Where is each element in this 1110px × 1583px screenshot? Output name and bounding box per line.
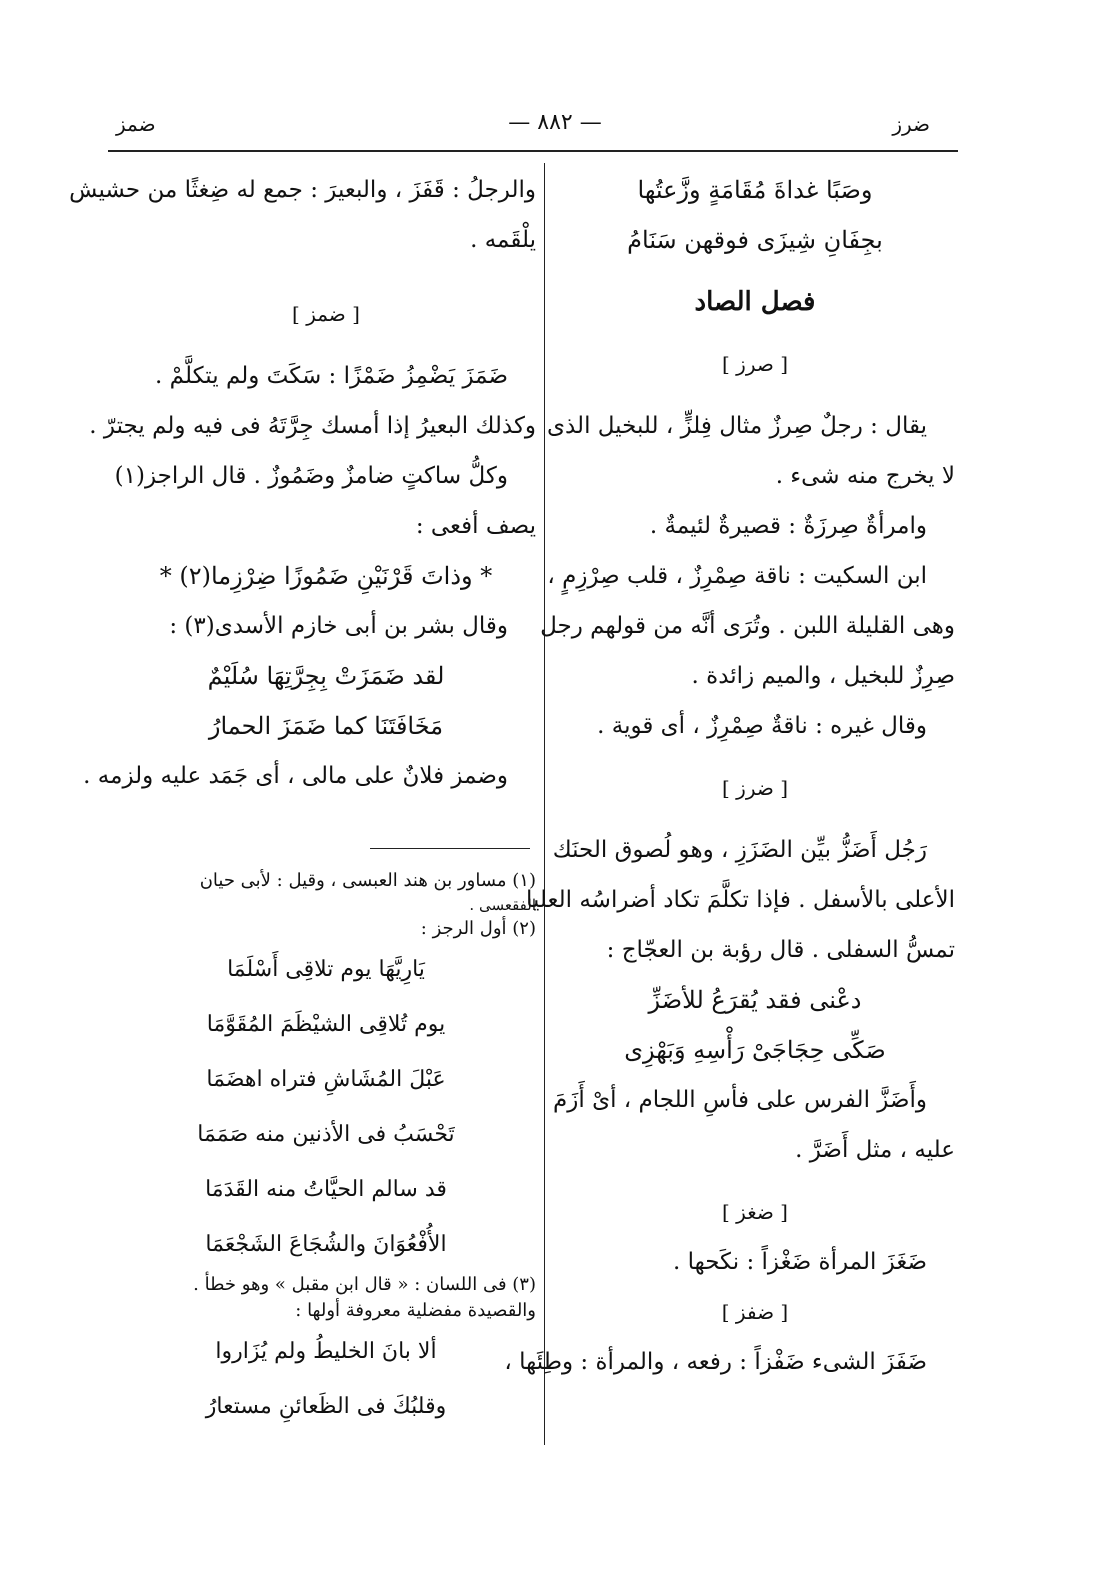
verse-line: بجِفَانِ شِيزَى فوقهن سَنَامُ xyxy=(627,226,883,254)
text-line: ابن السكيت : ناقة صِمْرِزٌ ، قلب صِرْزِمٍ ، xyxy=(547,563,927,589)
text-line: وقال بشر بن أبى خازم الأسدى(٣) : xyxy=(169,613,508,639)
text-line: عليه ، مثل أَضَرَّ . xyxy=(795,1137,955,1163)
footnote-verse: يَارِيَّهَا يوم تلاقِى أَسْلَمَا xyxy=(227,957,425,982)
verse-line: * وذاتَ قَرْنَيْنِ ضَمُوزًا ضِرْزِما(٢) * xyxy=(159,562,493,590)
text-line: وضمز فلانٌ على مالى ، أى جَمَد عليه ولزمه . xyxy=(83,763,508,789)
text-line: ضَغَزَ المرأة ضَغْزاً : نكَحها . xyxy=(672,1249,927,1275)
entry-heading: [ ضمز ] xyxy=(292,302,360,326)
text-line: يقال : رجلٌ صِرزٌ مثال فِلزٍّ ، للبخيل الذى xyxy=(546,413,927,439)
footnote-verse: تَحْسَبُ فى الأذنين منه صَمَمَا xyxy=(197,1122,455,1147)
text-line: صِرِزٌ للبخيل ، والميم زائدة . xyxy=(691,663,955,689)
footnote-line: والقصيدة مفضلية معروفة أولها : xyxy=(295,1300,536,1321)
header-left-word: ضمز xyxy=(116,112,156,136)
footnote-verse: ألا بانَ الخليطُ ولم يُزَاروا xyxy=(215,1339,437,1364)
verse-line: دعْنى فقد يُقرَعُ للأضَزِّ xyxy=(648,986,862,1014)
text-line: تمسُّ السفلى . قال رؤبة بن العجّاج : xyxy=(606,937,955,963)
header-right-word: ضرز xyxy=(892,112,930,136)
text-line: وامرأةٌ صِرزَةٌ : قصيرةٌ لئيمةٌ . xyxy=(649,513,927,539)
footnote-verse: عَبْلَ المُشَاشِ فتراه اهضَمَا xyxy=(206,1067,446,1092)
text-line: والرجلُ : قَفَزَ ، والبعيرَ : جمع له ضِغثًا من حشيش xyxy=(69,177,536,203)
verse-line: وصَبًا غداةَ مُقَامَةٍ وزَّعتُها xyxy=(637,176,873,204)
footnote-rule xyxy=(370,848,530,849)
footnote-verse: الأُفْعُوَانَ والشُجَاعَ الشَجْعَمَا xyxy=(205,1232,447,1257)
text-line: رَجُل أَضَزُّ بيِّن الضَزَزِ ، وهو لُصوق الحنَك xyxy=(552,837,927,863)
footnote-line: (٢) أول الرجز : xyxy=(420,918,536,939)
footnotes xyxy=(116,868,536,1434)
section-heading: فصل الصاد xyxy=(694,287,816,317)
text-line: وأَضَزَّ الفرس على فأسِ اللجام ، أىْ أَزَمَ xyxy=(553,1087,927,1113)
text-line: وهى القليلة اللبن . وتُرَى أنَّه من قولهم رجل xyxy=(540,613,955,639)
entry-heading: [ ضغز ] xyxy=(722,1200,788,1224)
footnote-line: (٣) فى اللسان : « قال ابن مقبل » وهو خطأ . xyxy=(193,1274,536,1295)
footnote-verse: وقلبُكَ فى الظَعائنِ مستعارُ xyxy=(205,1394,447,1419)
text-line: ضَفَزَ الشىء ضَفْزاً : رفعه ، والمرأة : وطِئَها ، xyxy=(504,1349,927,1375)
entry-heading: [ ضرز ] xyxy=(722,776,788,800)
text-line: يصف أفعى : xyxy=(415,513,536,539)
footnote-line: الفقعسى . xyxy=(469,896,536,914)
text-line: ضَمَزَ يَضْمِزُ ضَمْزًا : سَكَتَ ولم يتكلَّمْ . xyxy=(155,363,508,389)
header-rule xyxy=(108,150,958,152)
page-number: — ٨٨٢ — xyxy=(508,110,602,135)
entry-heading: [ ضفز ] xyxy=(721,1300,789,1324)
footnote-verse: يوم تُلاقِى الشيْظَمَ المُقَوَّمَا xyxy=(206,1012,446,1037)
footnote-verse: قد سالم الحيَّاتُ منه القَدَمَا xyxy=(205,1177,447,1202)
verse-line: صَكِّى حِجَاجَىْ رَأْسِهِ وَبَهْزِى xyxy=(624,1036,886,1064)
entry-heading: [ صرز ] xyxy=(722,352,788,376)
verse-line: مَخَافَتَنَا كما ضَمَزَ الحمارُ xyxy=(208,712,444,740)
right-column xyxy=(504,165,955,1387)
text-line: وكذلك البعيرُ إذا أمسك جِرَّتَهُ فى فيه ولم يجترّ . xyxy=(89,413,536,439)
footnote-line: (١) مساور بن هند العبسى ، وقيل : لأبى حيان xyxy=(199,870,536,891)
text-line: وكلُّ ساكتٍ ضامزٌ وضَمُوزٌ . قال الراجز(١) xyxy=(114,463,508,489)
text-line: وقال غيره : ناقةٌ صِمْرِزٌ ، أى قوية . xyxy=(597,713,927,739)
text-line: الأعلى بالأسفل . فإذا تكلَّمَ تكاد أضراسُه العليا xyxy=(525,887,955,913)
column-divider xyxy=(544,163,545,1445)
text-line: يلْقَمه . xyxy=(470,227,536,253)
left-column xyxy=(69,165,536,801)
text-line: لا يخرج منه شىء . xyxy=(775,463,955,489)
verse-line: لقد ضَمَزَتْ بِجِرَّتِهَا سُلَيْمٌ xyxy=(207,662,445,690)
